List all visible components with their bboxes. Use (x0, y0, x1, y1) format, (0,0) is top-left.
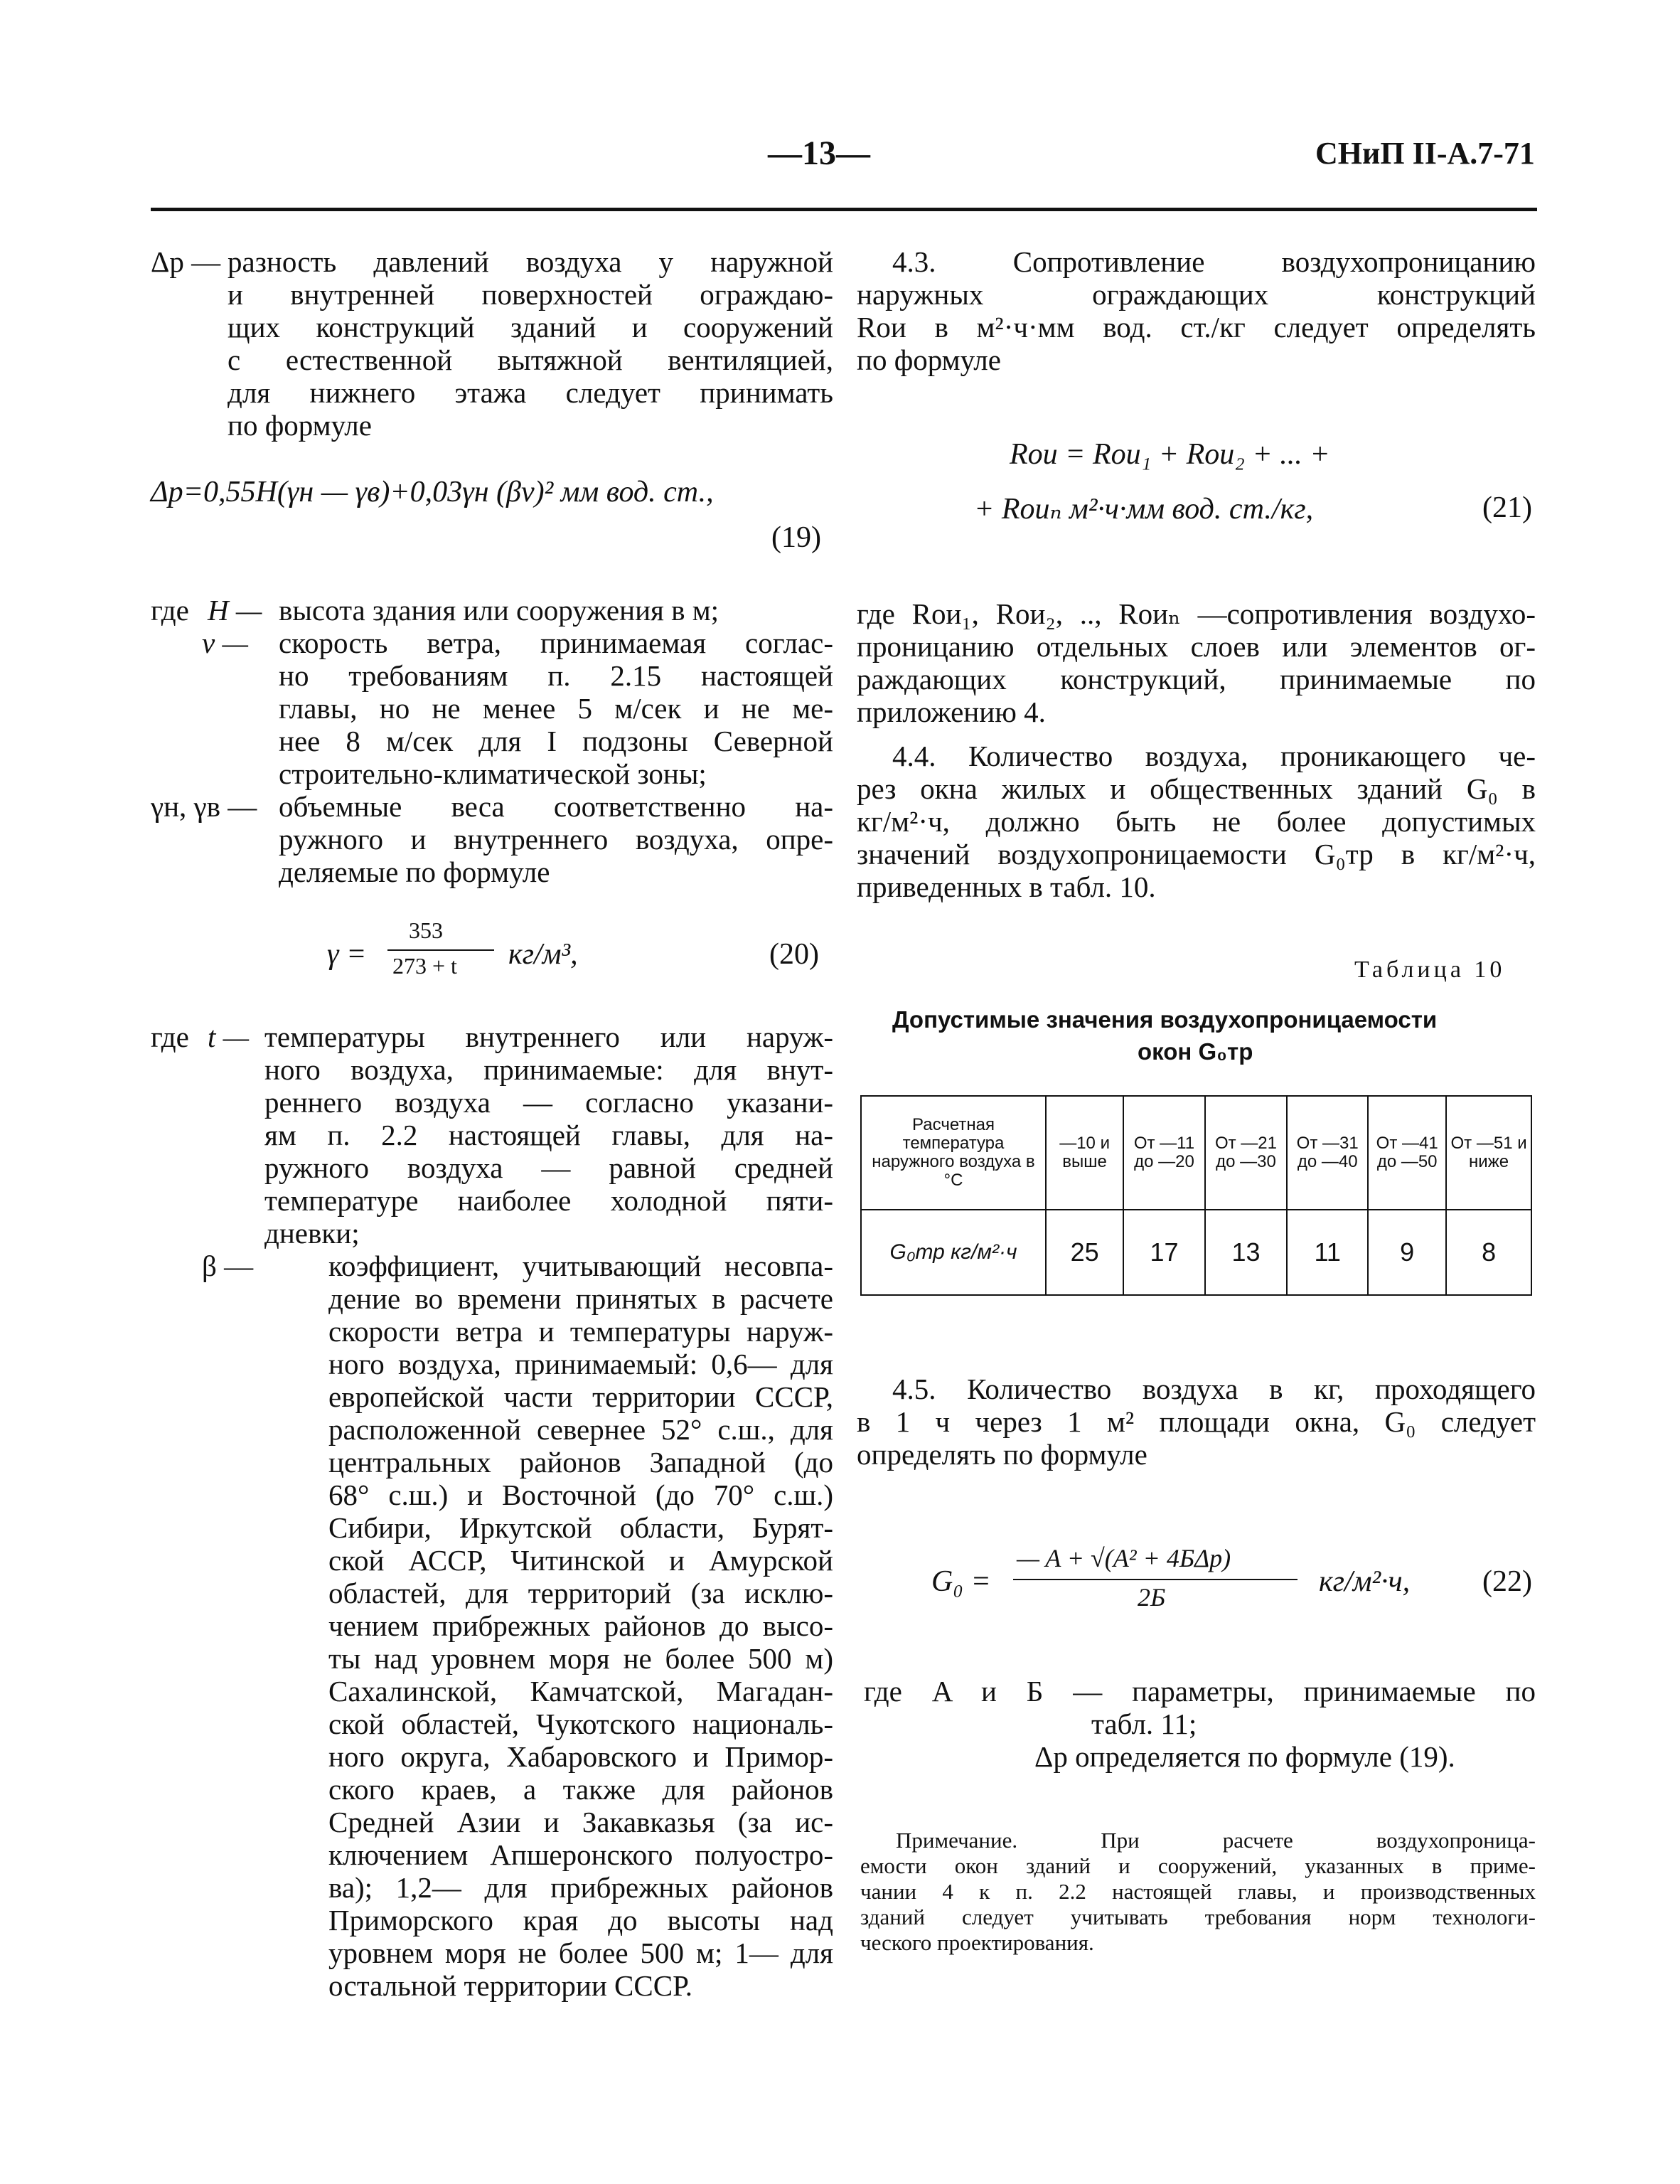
H-term: H — (208, 594, 262, 627)
text-line: чании 4 к п. 2.2 настоящей главы, и производственных (860, 1879, 1536, 1904)
text-line: Средней Азии и Закавказья (за ис- (328, 1806, 833, 1838)
formula-22-lhs: G₀ = (931, 1565, 991, 1598)
text-line: Rои в м²·ч·мм вод. ст./кг следует определять (857, 311, 1536, 343)
text-line: значений воздухопроницаемости G₀тр в кг/м²·ч, (857, 838, 1536, 870)
paragraph-4-4 (857, 740, 1536, 903)
text-line: ного воздуха, принимаемые: для внут- (264, 1053, 833, 1086)
text-line: главы, но не менее 5 м/сек и не ме- (279, 692, 833, 725)
text-line: Сахалинской, Камчатской, Магадан- (328, 1675, 833, 1708)
text-line: емости окон зданий и сооружений, указанных в приме- (860, 1853, 1536, 1878)
text-line: дение во времени принятых в расчете (328, 1282, 833, 1315)
paragraph-4-3 (857, 245, 1536, 376)
text-line: 4.5. Количество воздуха в кг, проходящего (892, 1373, 1536, 1405)
text-line: проницанию отдельных слоев или элементов ог- (857, 630, 1536, 663)
text-line: табл. 11; (1091, 1708, 1197, 1740)
formula-22 (931, 1543, 1536, 1621)
formula-21-line-2: + Rоиₙ м²·ч·мм вод. ст./кг, (974, 493, 1314, 526)
text-line: температуры внутреннего или наруж- (264, 1021, 833, 1053)
table-cell: 13 (1205, 1210, 1287, 1295)
formula-20-number: (20) (769, 938, 819, 971)
table-cell: От —21 до —30 (1205, 1096, 1287, 1210)
text-line: по формуле (857, 343, 1001, 376)
where-block-1 (151, 594, 833, 888)
text-line: Сибири, Иркутской области, Бурят- (328, 1511, 833, 1544)
text-line: Примечание. При расчете воздухопроница- (896, 1828, 1536, 1853)
text-line: чением прибрежных районов до высо- (328, 1609, 833, 1642)
text-line: зданий следует учитывать требования норм технологи- (860, 1905, 1536, 1929)
text-line: ного воздуха, принимаемый: 0,6— для (328, 1348, 833, 1380)
formula-20-unit: кг/м³, (508, 938, 578, 971)
formula-22-denominator: 2Б (1138, 1583, 1166, 1612)
fraction-bar (387, 949, 494, 951)
text-line: 4.3. Сопротивление воздухопроницанию (892, 245, 1536, 278)
text-line: 68° с.ш.) и Восточной (до 70° с.ш.) (328, 1479, 833, 1511)
formula-22-numerator: — A + √(A² + 4БΔp) (1017, 1544, 1231, 1572)
v-term: v — (202, 627, 248, 659)
H-text: высота здания или сооружения в м; (279, 594, 719, 627)
paragraph-4-5-where (864, 1675, 1536, 1773)
table-cell: 25 (1046, 1210, 1123, 1295)
text-line: объемные веса соответственно на- (279, 790, 833, 823)
text-line: раждающих конструкций, принимаемые по (857, 663, 1536, 696)
text-line: Δp определяется по формуле (19). (1034, 1740, 1455, 1773)
formula-21-number: (21) (1482, 491, 1532, 524)
table-cell: От —31 до —40 (1287, 1096, 1368, 1210)
text-line: ской областей, Чукотского националь- (328, 1708, 833, 1740)
text-line: ружного и внутреннего воздуха, опре- (279, 823, 833, 856)
text-line: ческого проектирования. (860, 1930, 1094, 1955)
text-line: щих конструкций зданий и сооружений (228, 311, 833, 343)
text-line: уровнем моря не более 500 м; 1— для (328, 1937, 833, 1969)
text-line: центральных районов Западной (до (328, 1446, 833, 1479)
table-cell: —10 и выше (1046, 1096, 1123, 1210)
table-cell: G₀тр кг/м²·ч (861, 1210, 1046, 1295)
formula-20-lhs: γ = (327, 938, 367, 971)
formula-20-denominator: 273 + t (392, 953, 457, 979)
formula-20-numerator: 353 (409, 917, 443, 943)
text-line: рез окна жилых и общественных зданий G₀ в (857, 772, 1536, 805)
text-line: для нижнего этажа следует принимать (228, 376, 833, 409)
text-line: скорости ветра и температуры наруж- (328, 1315, 833, 1348)
table-cell: От —51 и ниже (1446, 1096, 1531, 1210)
text-line: строительно-климатической зоны; (279, 757, 707, 790)
text-line: областей, для территорий (за исклю- (328, 1577, 833, 1609)
text-line: ва); 1,2— для прибрежных районов (328, 1871, 833, 1904)
formula-19-number: (19) (771, 521, 821, 554)
table-cell: 11 (1287, 1210, 1368, 1295)
text-line: температуре наиболее холодной пяти- (264, 1184, 833, 1217)
text-line: 4.4. Количество воздуха, проникающего че- (892, 740, 1536, 772)
table-cell: 17 (1123, 1210, 1205, 1295)
text-line: ты над уровнем моря не более 500 м) (328, 1642, 833, 1675)
table-row (861, 1210, 1531, 1295)
text-line: разность давлений воздуха у наружной (228, 245, 833, 278)
table-title-2: окон G₀тр (1138, 1038, 1253, 1065)
table-title-1: Допустимые значения воздухопроницаемости (892, 1006, 1438, 1033)
formula-22-number: (22) (1482, 1565, 1532, 1598)
text-line: ключением Апшеронского полуостро- (328, 1838, 833, 1871)
table-cell: Расчетная температура наружного воздуха в °С (861, 1096, 1046, 1210)
text-line: но требованиям п. 2.15 настоящей (279, 659, 833, 692)
text-line: дневки; (264, 1217, 360, 1250)
header-rule (151, 208, 1537, 211)
text-line: по формуле (228, 409, 372, 442)
text-line: деляемые по формуле (279, 856, 550, 888)
dp-definition (151, 245, 833, 442)
where-label: где (151, 594, 189, 627)
table-label: Таблица 10 (1354, 957, 1506, 983)
table-cell: 8 (1446, 1210, 1531, 1295)
text-line: нее 8 м/сек для I подзоны Северной (279, 725, 833, 757)
formula-20 (327, 917, 839, 996)
table-cell: От —11 до —20 (1123, 1096, 1205, 1210)
text-line: с естественной вытяжной вентиляцией, (228, 343, 833, 376)
gamma-term: γн, γв — (151, 790, 257, 823)
text-line: приведенных в табл. 10. (857, 870, 1156, 903)
text-line: ного округа, Хабаровского и Примор- (328, 1740, 833, 1773)
text-line: ям п. 2.2 настоящей главы, для на- (264, 1119, 833, 1151)
text-line: приложению 4. (857, 696, 1046, 728)
text-line: в 1 ч через 1 м² площади окна, G₀ следует (857, 1405, 1536, 1438)
table-cell: 9 (1368, 1210, 1446, 1295)
text-line: расположенной севернее 52° с.ш., для (328, 1413, 833, 1446)
table-header-row (861, 1096, 1531, 1210)
text-line: европейской части территории СССР, (328, 1380, 833, 1413)
beta-term: β — (202, 1250, 254, 1282)
fraction-bar (1013, 1579, 1298, 1580)
table-10 (860, 1095, 1532, 1296)
text-line: Приморского края до высоты над (328, 1904, 833, 1937)
text-line: остальной территории СССР. (328, 1969, 693, 2002)
paragraph-4-5 (857, 1373, 1536, 1471)
text-line: ской АССР, Читинской и Амурской (328, 1544, 833, 1577)
where-label: где (151, 1021, 189, 1053)
text-line: и внутренней поверхностей ограждаю- (228, 278, 833, 311)
text-line: где Rои₁, Rои₂, .., Rоиₙ —сопротивления воздухо- (857, 597, 1536, 630)
page-number: —13— (768, 134, 870, 172)
text-line: наружных ограждающих конструкций (857, 278, 1536, 311)
text-line: кг/м²·ч, должно быть не более допустимых (857, 805, 1536, 838)
text-line: коэффициент, учитывающий несовпа- (328, 1250, 833, 1282)
formula-21-line-1: Rои = Rои₁ + Rои₂ + ... + (1010, 438, 1330, 471)
formula-19: Δp=0,55H(γн — γв)+0,03γн (βv)² мм вод. ст., (151, 476, 714, 508)
text-line: где A и Б — параметры, принимаемые по (864, 1675, 1536, 1708)
footnote (860, 1828, 1536, 1956)
where-block-2 (151, 1021, 833, 2002)
paragraph-4-3-where (857, 597, 1536, 728)
t-term: t — (208, 1021, 250, 1053)
text-line: ружного воздуха — равной средней (264, 1151, 833, 1184)
dp-term: Δp — (151, 245, 221, 278)
formula-22-unit: кг/м²·ч, (1319, 1565, 1411, 1598)
document-code: СНиП II-А.7-71 (1315, 136, 1535, 171)
text-line: ского краев, а также для районов (328, 1773, 833, 1806)
text-line: определять по формуле (857, 1438, 1147, 1471)
table-cell: От —41 до —50 (1368, 1096, 1446, 1210)
text-line: реннего воздуха — согласно указани- (264, 1086, 833, 1119)
text-line: скорость ветра, принимаемая соглас- (279, 627, 833, 659)
